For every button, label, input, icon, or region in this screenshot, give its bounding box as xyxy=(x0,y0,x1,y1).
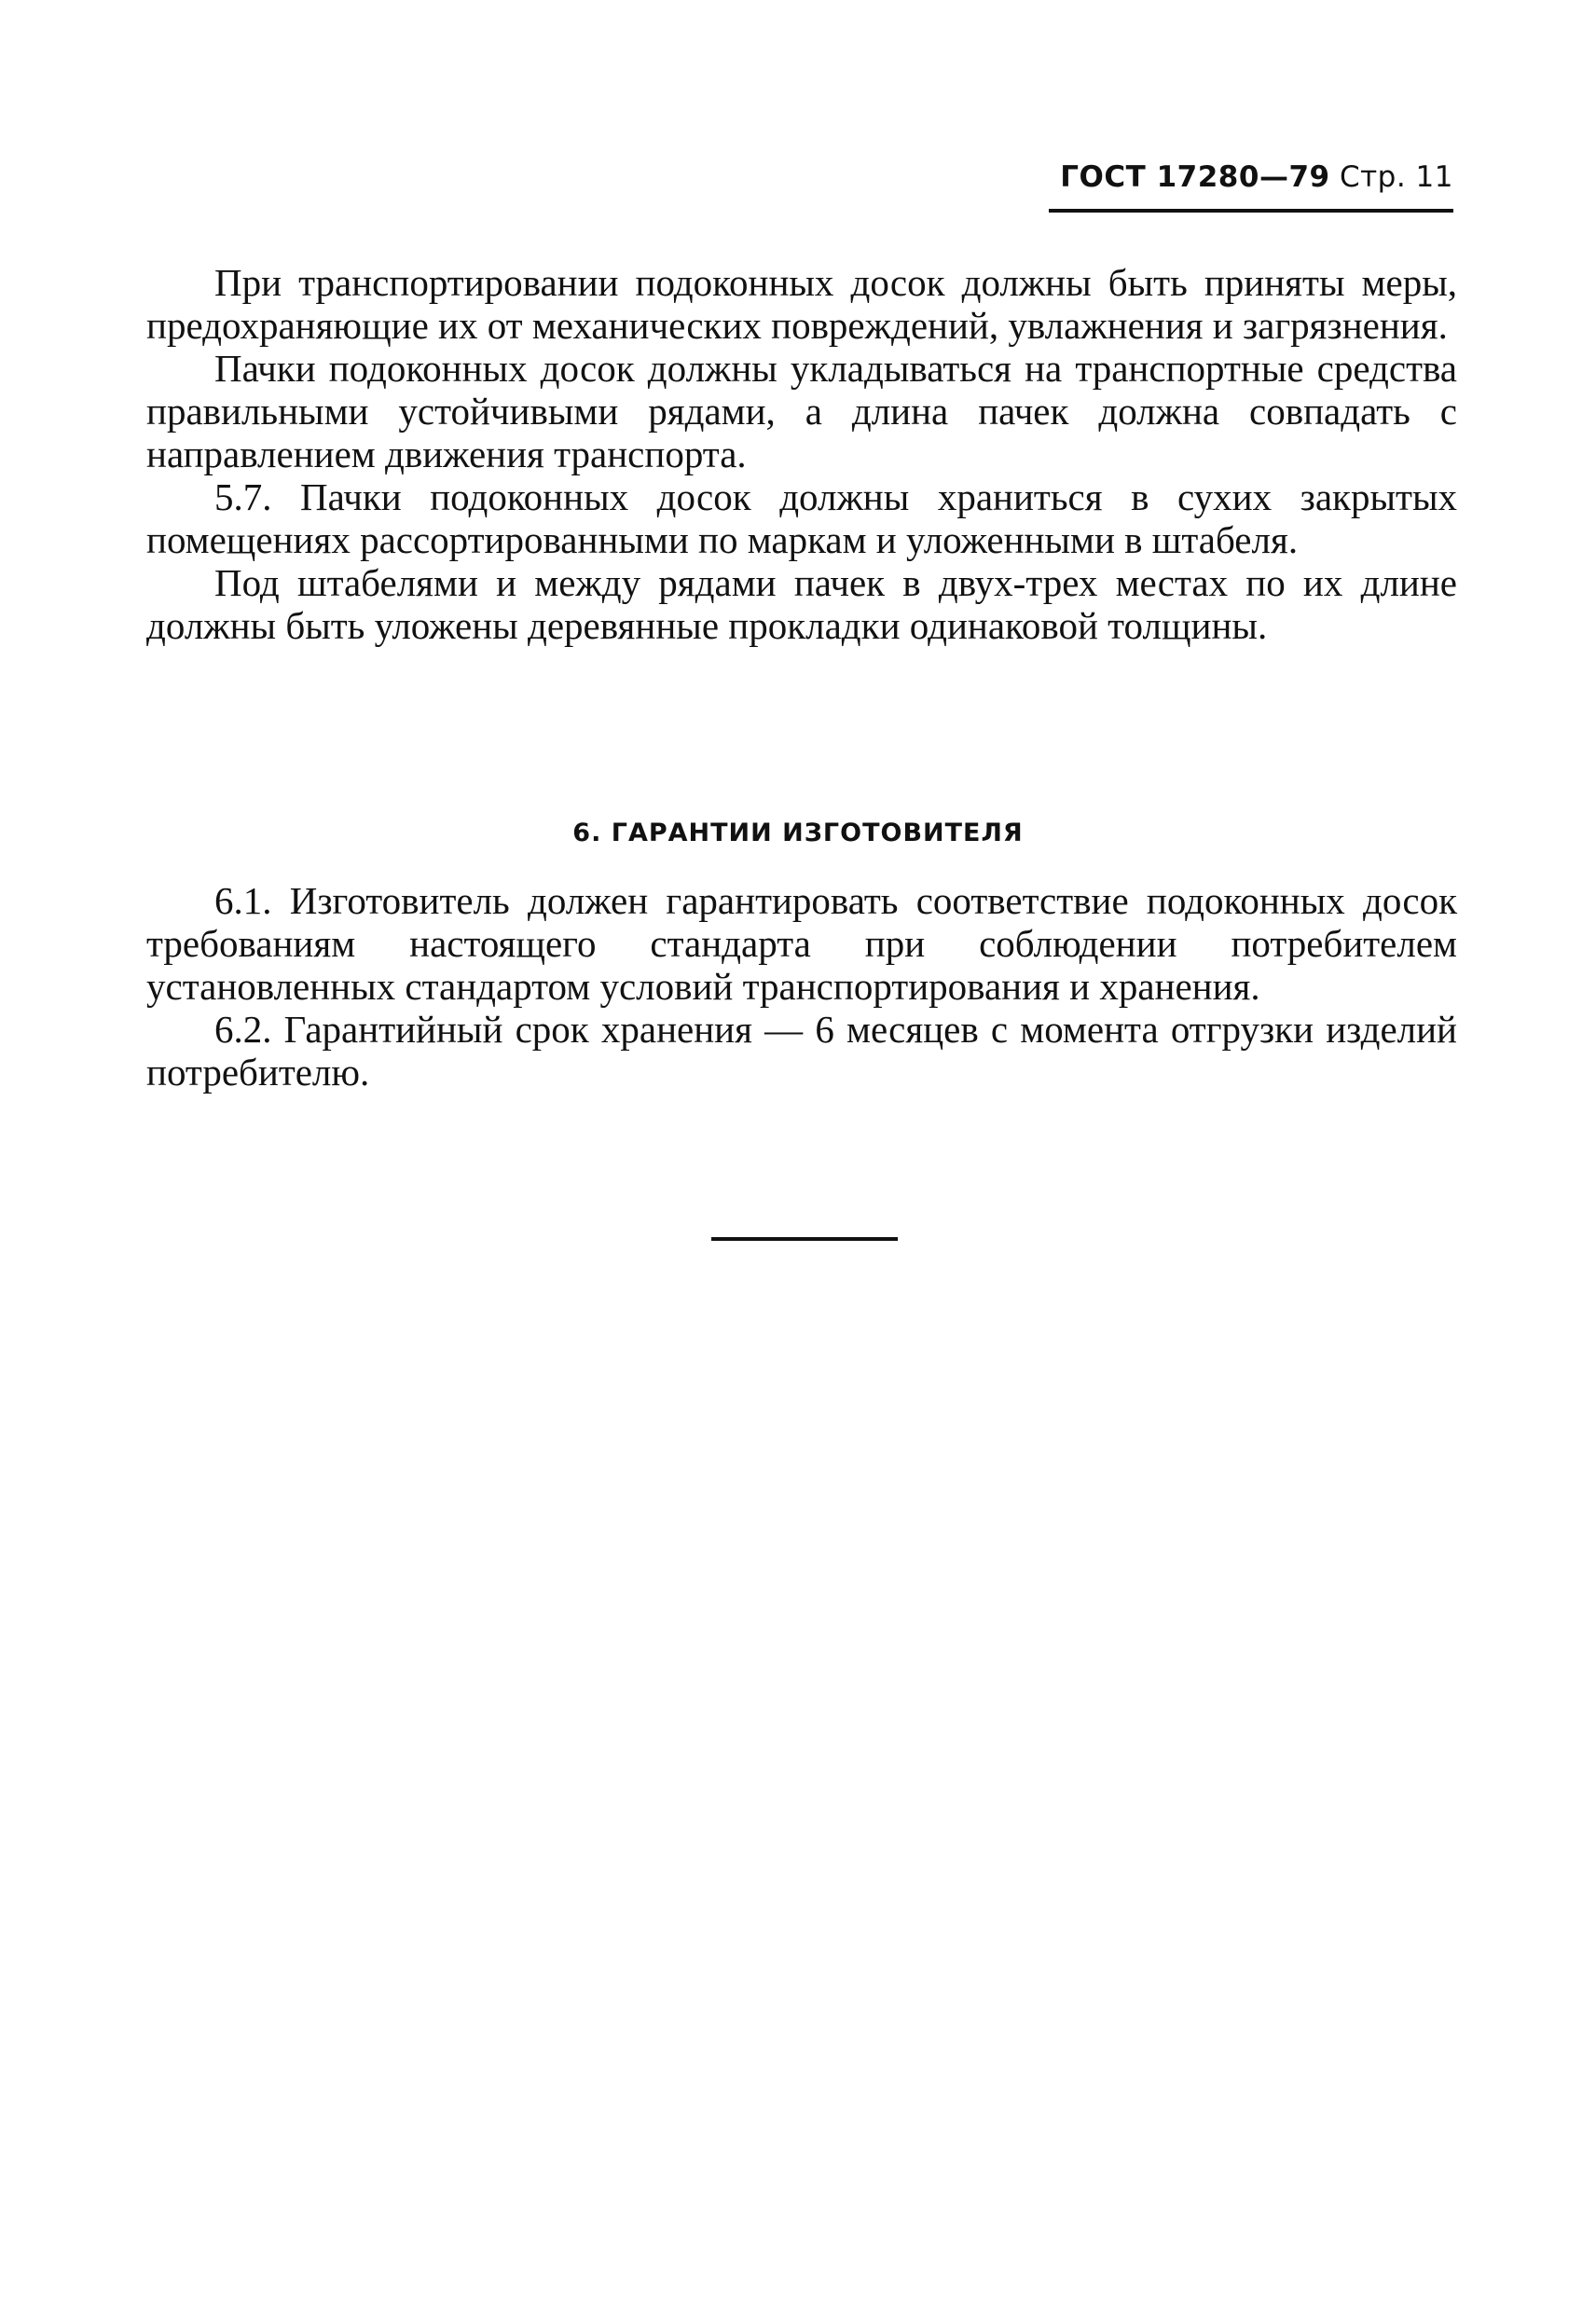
text-block-storage xyxy=(146,261,1457,647)
paragraph-transport-stacking: Пачки подоконных досок должны укладываться на транспортные средства правильными устойчивыми рядами, а длина пачек должна совпадать с направлением движения транспорта. xyxy=(146,347,1457,475)
paragraph-6-1: 6.1. Изготовитель должен гарантировать соответствие подоконных досок требованиям настоящего стандарта при соблюдении потребителем установленных стандартом условий транспортирования и хранения. xyxy=(146,879,1457,1008)
paragraph-6-2: 6.2. Гарантийный срок хранения — 6 месяцев с момента отгрузки изделий потребителю. xyxy=(146,1008,1457,1094)
paragraph-5-7: 5.7. Пачки подоконных досок должны храниться в сухих закрытых помещениях рассортированными по маркам и уложенными в штабеля. xyxy=(146,475,1457,561)
paragraph-transport-protection: При транспортировании подоконных досок должны быть приняты меры, предохраняющие их от механических повреждений, увлажнения и загрязнения. xyxy=(146,261,1457,347)
page-number: Стр. 11 xyxy=(1339,160,1453,194)
section-heading: 6. ГАРАНТИИ ИЗГОТОВИТЕЛЯ xyxy=(572,819,1024,847)
end-divider xyxy=(711,1237,898,1241)
header-divider xyxy=(1049,209,1453,213)
paragraph-spacers: Под штабелями и между рядами пачек в двух-трех местах по их длине должны быть уложены деревянные прокладки одинаковой толщины. xyxy=(146,561,1457,647)
text-block-warranty xyxy=(146,879,1457,1094)
standard-code: ГОСТ 17280—79 xyxy=(1060,160,1330,194)
page-header xyxy=(1060,160,1453,194)
